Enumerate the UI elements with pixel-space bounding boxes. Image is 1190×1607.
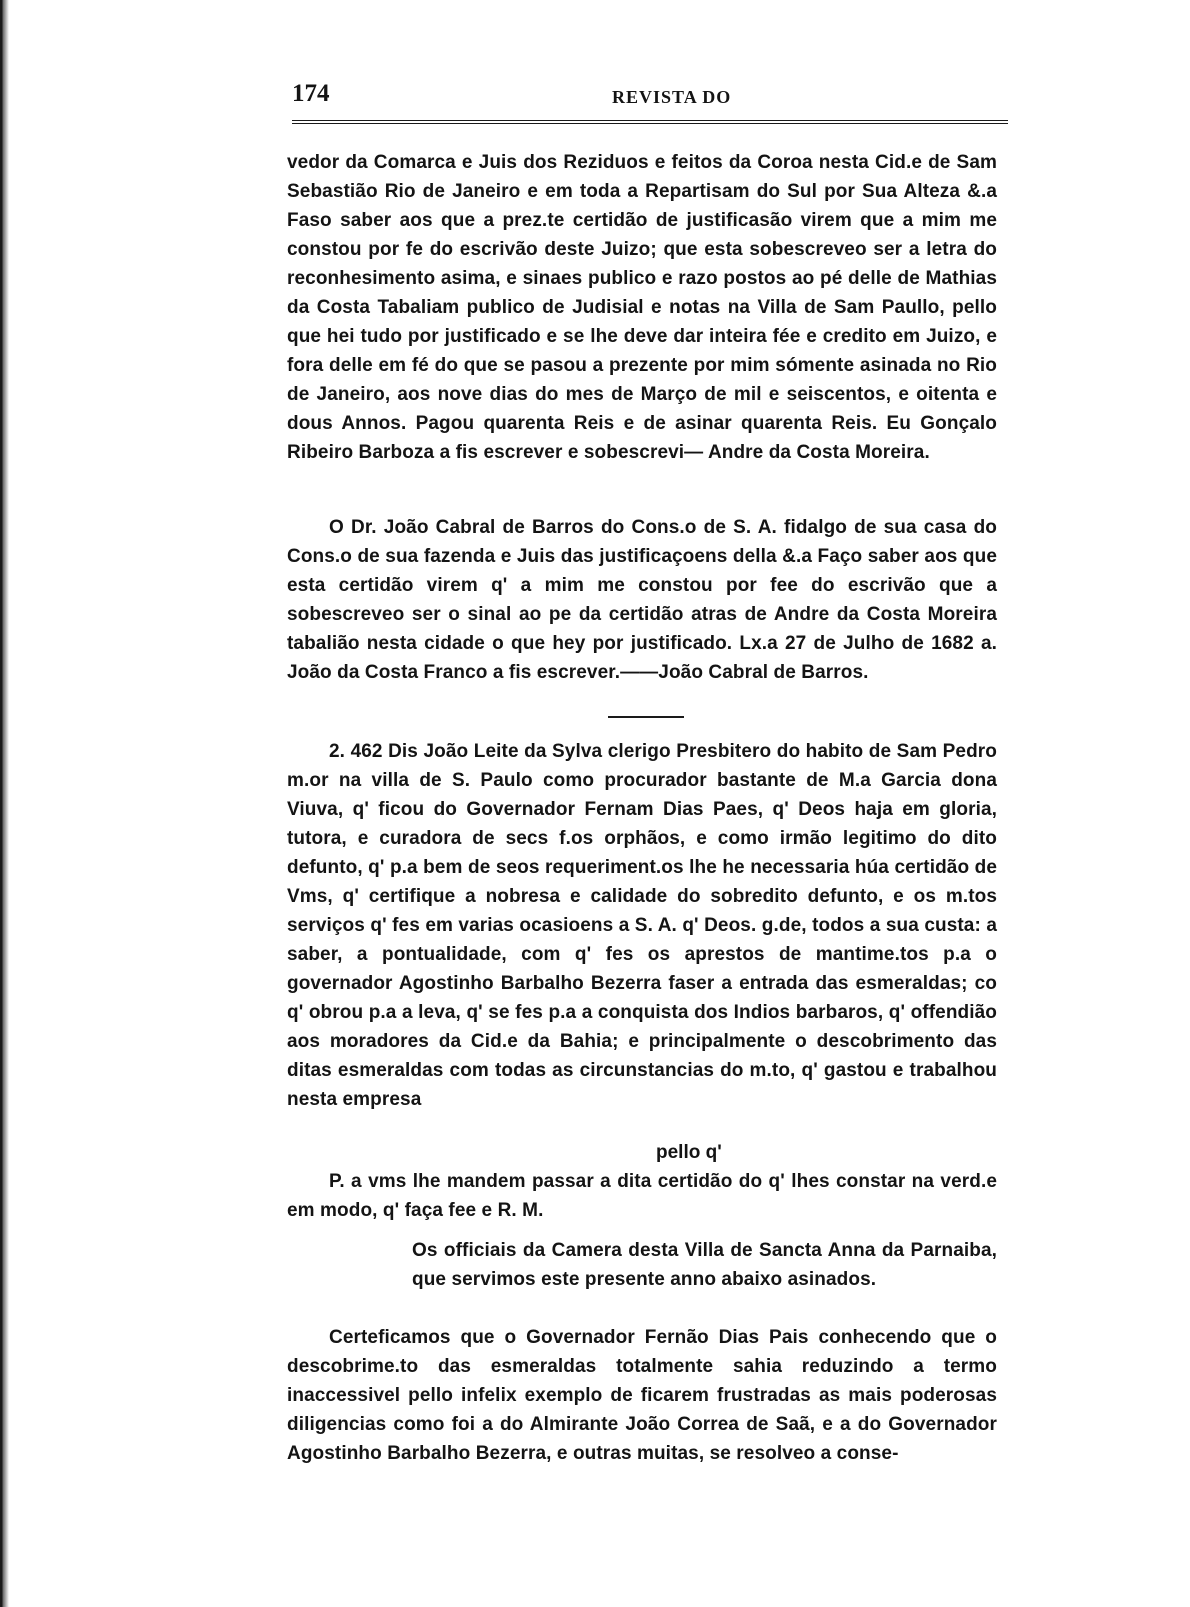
page-header	[292, 80, 1008, 126]
header-rule	[292, 120, 1008, 124]
petition-closing: pello q'	[656, 1142, 722, 1163]
paragraph-petition: 2. 462 Dis João Leite da Sylva clerigo Presbitero do habito de Sam Pedro m.or na villa de S. Paulo como procurador bastante de M.a Garcia dona Viuva, q' ficou do Governador Fernam Dias Paes, q' Deos haja em gloria, tutora, e curadora de secs f.os orphãos, e como irmão legitimo do dito defunto, q' p.a bem de seos requeriment.os lhe he necessaria húa certidão de Vms, q' certifique a nobresa e calidade do sobredito defunto, e os m.tos serviços q' fes em varias ocasioens a S. A. q' Deos. g.de, todos a sua custa: a saber, a pontualidade, com q' fes os aprestos de mantime.tos p.a o governador Agostinho Barbalho Bezerra faser a entrada das esmeraldas; co q' obrou p.a a leva, q' se fes p.a a conquista dos Indios barbaros, q' offendião aos moradores da Cid.e da Bahia; e principalmente o descobrimento das ditas esmeraldas com todas as circunstancias do m.to, q' gastou e trabalhou nesta empresa	[287, 741, 997, 1110]
binding-edge	[0, 0, 9, 1607]
paragraph-certification: Certeficamos que o Governador Fernão Dias Pais conhecendo que o descobrime.to das esmeraldas totalmente sahia reduzindo a termo inaccessivel pello infelix exemplo de ficarem frustradas as mais poderosas diligencias como foi a do Almirante João Correa de Saã, e a do Governador Agostinho Barbalho Bezerra, e outras muitas, se resolveo a conse-	[287, 1327, 997, 1464]
running-title: REVISTA DO	[612, 87, 732, 107]
paragraph-certidao-lisboa: O Dr. João Cabral de Barros do Cons.o de S. A. fidalgo de sua casa do Cons.o de sua fazenda e Juis das justificaçoens della &.a Faço saber aos que esta certidão virem q' a mim me constou por fee do escrivão que a sobescreveo ser o sinal ao pe da certidão atras de Andre da Costa Moreira tabalião nesta cidade o que hey por justificado. Lx.a 27 de Julho de 1682 a. João da Costa Franco a fis escrever.——João Cabral de Barros.	[287, 517, 997, 683]
paragraph-certidao-rio: vedor da Comarca e Juis dos Reziduos e feitos da Coroa nesta Cid.e de Sam Sebastião Rio de Janeiro e em toda a Repartisam do Sul por Sua Alteza &.a Faso saber aos que a prez.te certidão de justificasão virem que a mim me constou por fe do escrivão deste Juizo; que esta sobescreveo ser a letra do reconhesimento asima, e sinaes publico e razo postos ao pé delle de Mathias da Costa Tabaliam publico de Judisial e notas na Villa de Sam Paullo, pello que hei tudo por justificado e se lhe deve dar inteira fée e credito em Juizo, e fora delle em fé do que se pasou a prezente por mim sómente asinada no Rio de Janeiro, aos nove dias do mes de Março de mil e seiscentos, e oitenta e dous Annos. Pagou quarenta Reis e de asinar quarenta Reis. Eu Gonçalo Ribeiro Barboza a fis escrever e sobescrevi— Andre da Costa Moreira.	[287, 152, 997, 463]
paragraph-request: P. a vms lhe mandem passar a dita certidão do q' lhes constar na verd.e em modo, q' faça fee e R. M.	[287, 1171, 997, 1221]
section-separator	[608, 716, 684, 718]
paragraph-officials: Os officiais da Camera desta Villa de Sancta Anna da Parnaiba, que servimos este presente anno abaixo asinados.	[412, 1240, 997, 1290]
page-number: 174	[292, 80, 330, 107]
